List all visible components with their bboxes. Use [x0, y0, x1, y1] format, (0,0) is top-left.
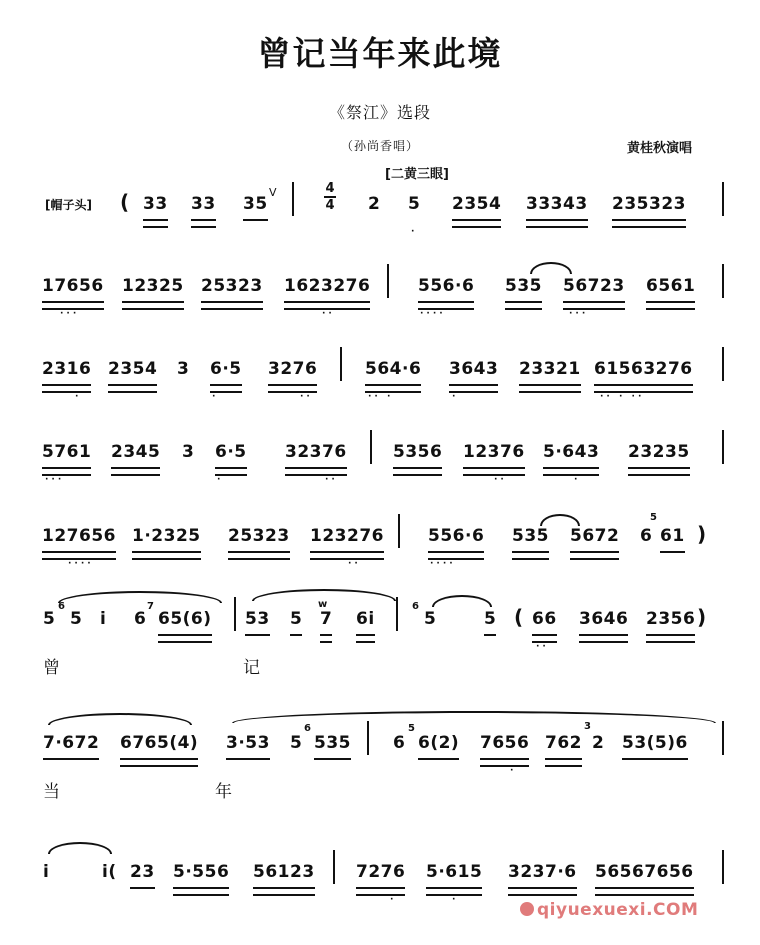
- note-group: 5·615: [426, 862, 483, 882]
- note-group: 35: [243, 194, 268, 214]
- note-group: 5761: [42, 442, 92, 462]
- note-group: 17656: [42, 276, 104, 296]
- note-group: 5672: [570, 526, 620, 546]
- note-group: 25323: [201, 276, 263, 296]
- note-group: 5: [484, 609, 497, 629]
- barline: [722, 182, 724, 216]
- watermark-logo-icon: [520, 902, 534, 916]
- grace-note: 7: [147, 601, 154, 612]
- note-group: 6: [134, 609, 147, 629]
- note-group: 23321: [519, 359, 581, 379]
- octave-dots: ·: [452, 392, 459, 402]
- tie-arc: [530, 262, 572, 274]
- open-paren: (: [120, 190, 130, 214]
- slur-arc: [232, 711, 716, 723]
- score-row-6: [0, 595, 760, 678]
- note-group: 5: [290, 609, 303, 629]
- note-group: 66: [532, 609, 557, 629]
- note-group: 556·6: [428, 526, 485, 546]
- note-group: 7276: [356, 862, 406, 882]
- octave-dots: ···: [569, 309, 589, 319]
- grace-note: 6: [304, 723, 311, 734]
- score-row-7: [0, 719, 760, 802]
- note-group: 2354: [452, 194, 502, 214]
- score-row-4: [0, 428, 760, 498]
- note-group: 2345: [111, 442, 161, 462]
- note-group: 6: [640, 526, 653, 546]
- note-group: 56723: [563, 276, 625, 296]
- octave-dots: ··: [300, 392, 313, 402]
- note-group: 61: [660, 526, 685, 546]
- barline: [722, 264, 724, 298]
- note-group: 56123: [253, 862, 315, 882]
- slur-arc: [58, 591, 222, 603]
- note-group: 5·556: [173, 862, 230, 882]
- note-group: 3: [177, 359, 190, 379]
- note-group: 3·53: [226, 733, 270, 753]
- note-group: 23235: [628, 442, 690, 462]
- note-group: i: [100, 609, 107, 629]
- note-group: 556·6: [418, 276, 475, 296]
- grace-note: 5: [650, 512, 657, 523]
- trill-mark: w: [318, 599, 328, 610]
- note-group: 33: [191, 194, 216, 214]
- octave-dots: ···: [60, 309, 80, 319]
- note-group: 7: [320, 609, 333, 629]
- octave-dots: ·: [217, 475, 224, 485]
- slur-arc: [48, 713, 192, 725]
- note-group: 6: [393, 733, 406, 753]
- grace-note: 3: [584, 721, 591, 732]
- note-group: 3237·6: [508, 862, 577, 882]
- barline: [333, 850, 335, 884]
- octave-dots: ····: [430, 559, 456, 569]
- singer-note: （孙尚香唱）: [340, 139, 419, 153]
- note-group: 3643: [449, 359, 499, 379]
- site-watermark: qiyuexuexi.COM: [520, 900, 698, 920]
- octave-dots: ··: [494, 475, 507, 485]
- note-group: 2: [368, 194, 381, 214]
- note-group: 2316: [42, 359, 92, 379]
- barline: [234, 597, 236, 631]
- octave-dots: ·: [510, 766, 517, 776]
- time-signature: 4 4: [325, 181, 335, 213]
- octave-dots: ·· · ··: [600, 392, 645, 402]
- note-group: 3646: [579, 609, 629, 629]
- note-group: 56567656: [595, 862, 694, 882]
- barline: [722, 850, 724, 884]
- tie-arc: [540, 514, 580, 526]
- note-group: 762: [545, 733, 582, 753]
- score-row-3: [0, 345, 760, 415]
- note-group: 535: [512, 526, 549, 546]
- note-group: 127656: [42, 526, 116, 546]
- octave-dots: ··: [322, 309, 335, 319]
- prefix-label: [帽子头]: [45, 198, 92, 212]
- note-group: 23: [130, 862, 155, 882]
- note-group: 5·643: [543, 442, 600, 462]
- barline: [722, 347, 724, 381]
- octave-dots: ··: [348, 559, 361, 569]
- note-group: i(: [102, 862, 117, 882]
- note-group: 5: [70, 609, 83, 629]
- note-group: 1·2325: [132, 526, 201, 546]
- note-group: 5356: [393, 442, 443, 462]
- octave-dots: ·· ·: [368, 392, 394, 402]
- octave-dots: ·: [75, 392, 82, 402]
- lyric-char: 记: [243, 658, 260, 678]
- note-group: 2356: [646, 609, 696, 629]
- score-row-2: [0, 262, 760, 332]
- breath-mark: V: [269, 186, 277, 199]
- performer-credit: 黄桂秋演唱: [627, 141, 693, 156]
- note-group: 32376: [285, 442, 347, 462]
- grace-note: 5: [408, 723, 415, 734]
- open-paren: (: [514, 605, 524, 629]
- note-group: i: [43, 862, 50, 882]
- note-group: 12376: [463, 442, 525, 462]
- note-group: 5: [43, 609, 56, 629]
- note-group: 1623276: [284, 276, 371, 296]
- tie-arc: [432, 595, 492, 607]
- note-group: 6·5: [210, 359, 242, 379]
- mode-label: [二黄三眼]: [385, 167, 449, 182]
- note-group: 5: [424, 609, 437, 629]
- octave-dots: ·: [212, 392, 219, 402]
- close-paren: ): [697, 605, 707, 629]
- barline: [722, 721, 724, 755]
- note-group: 123276: [310, 526, 384, 546]
- octave-dots: ·: [411, 227, 418, 237]
- lyric-char: 曾: [43, 658, 60, 678]
- note-group: 7656: [480, 733, 530, 753]
- note-group: 5: [408, 194, 421, 214]
- note-group: 6·5: [215, 442, 247, 462]
- note-group: 33343: [526, 194, 588, 214]
- note-group: 5: [290, 733, 303, 753]
- barline: [398, 514, 400, 548]
- note-group: 3: [182, 442, 195, 462]
- note-group: 3276: [268, 359, 318, 379]
- lyric-char: 当: [43, 782, 60, 802]
- note-group: 235323: [612, 194, 686, 214]
- close-paren: ): [697, 522, 707, 546]
- octave-dots: ····: [68, 559, 94, 569]
- barline: [370, 430, 372, 464]
- barline: [396, 597, 398, 631]
- octave-dots: ··: [536, 642, 549, 652]
- octave-dots: ·: [390, 895, 397, 905]
- note-group: 6765(4): [120, 733, 199, 753]
- octave-dots: ····: [420, 309, 446, 319]
- note-group: 2354: [108, 359, 158, 379]
- note-group: 564·6: [365, 359, 422, 379]
- note-group: 6(2): [418, 733, 460, 753]
- note-group: 65(6): [158, 609, 212, 629]
- octave-dots: ··: [325, 475, 338, 485]
- note-group: 61563276: [594, 359, 693, 379]
- octave-dots: ·: [452, 895, 459, 905]
- octave-dots: ·: [574, 475, 581, 485]
- note-group: 53: [245, 609, 270, 629]
- note-group: 33: [143, 194, 168, 214]
- note-group: 535: [314, 733, 351, 753]
- grace-note: 6: [58, 601, 65, 612]
- page-title: 曾记当年来此境: [257, 34, 503, 73]
- subtitle: 《祭江》选段: [328, 103, 431, 122]
- barline: [340, 347, 342, 381]
- barline: [722, 430, 724, 464]
- note-group: 25323: [228, 526, 290, 546]
- lyric-char: 年: [215, 782, 232, 802]
- barline: [387, 264, 389, 298]
- note-group: 535: [505, 276, 542, 296]
- note-group: 2: [592, 733, 605, 753]
- barline: [367, 721, 369, 755]
- score-row-5: [0, 512, 760, 582]
- score-row-1: [0, 180, 760, 250]
- note-group: 7·672: [43, 733, 100, 753]
- tie-arc: [48, 842, 112, 854]
- note-group: 53(5)6: [622, 733, 688, 753]
- grace-note: 6: [412, 601, 419, 612]
- note-group: 6i: [356, 609, 375, 629]
- note-group: 6561: [646, 276, 696, 296]
- barline: [292, 182, 294, 216]
- note-group: 12325: [122, 276, 184, 296]
- octave-dots: ···: [45, 475, 65, 485]
